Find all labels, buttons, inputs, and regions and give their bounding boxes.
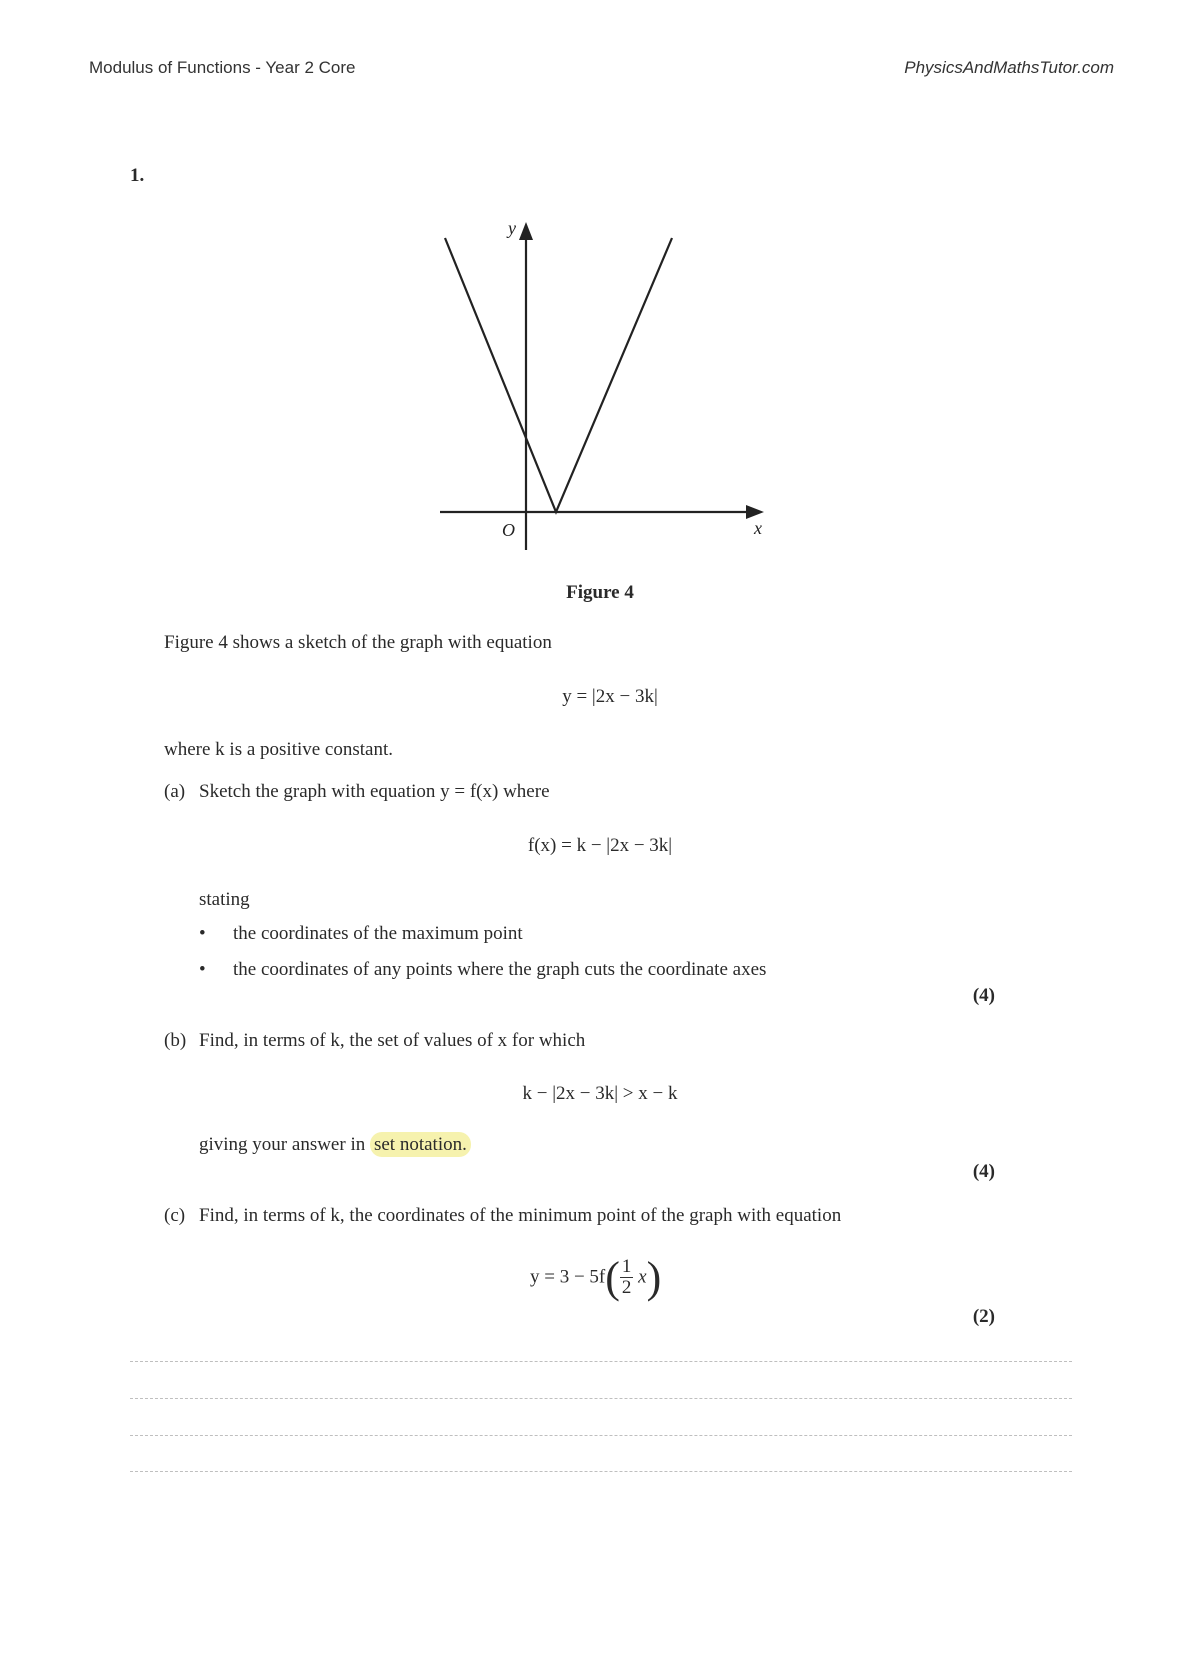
part-c-variable: x: [638, 1266, 647, 1288]
answer-line[interactable]: [130, 1435, 1072, 1436]
x-axis-arrow: [746, 505, 764, 519]
part-a-marks: (4): [972, 985, 995, 1006]
part-b-equation: k − |2x − 3k| > x − k: [522, 1083, 678, 1104]
answer-line[interactable]: [130, 1471, 1072, 1472]
answer-line[interactable]: [130, 1398, 1072, 1399]
fraction-denominator: 2: [621, 1277, 632, 1298]
main-equation: y = |2x − 3k|: [562, 686, 658, 707]
part-a-stating: stating: [199, 889, 250, 910]
part-a-text: Sketch the graph with equation y = f(x) where: [199, 781, 550, 802]
part-a-bullet-2: [199, 959, 766, 981]
part-c-label: (c): [164, 1205, 186, 1226]
part-c-eq-left: y = 3 − 5f: [530, 1266, 606, 1288]
fraction-numerator: 1: [621, 1256, 632, 1278]
bullet-dot: •: [199, 959, 206, 980]
y-axis-label: y: [508, 218, 516, 238]
bullet-text: the coordinates of any points where the graph cuts the coordinate axes: [233, 959, 767, 980]
answer-line[interactable]: [130, 1361, 1072, 1362]
figure-caption: Figure 4: [566, 582, 634, 603]
part-b-text: Find, in terms of k, the set of values of x for which: [199, 1030, 586, 1051]
origin-label: O: [502, 520, 515, 540]
part-c-prompt: [164, 1205, 841, 1227]
bullet-text: the coordinates of the maximum point: [233, 923, 523, 944]
part-c-marks: (2): [972, 1306, 995, 1327]
modulus-graph-line: [445, 238, 672, 512]
part-b-answer-format: [199, 1134, 471, 1156]
right-paren: ): [646, 1253, 662, 1302]
part-a-equation: f(x) = k − |2x − 3k|: [527, 835, 673, 856]
part-a-label: (a): [164, 781, 186, 802]
question-number: 1.: [130, 165, 145, 186]
part-b-label: (b): [164, 1030, 187, 1051]
where-text: where k is a positive constant.: [164, 739, 394, 760]
y-axis-arrow: [519, 222, 533, 240]
answer-format-prefix: giving your answer in: [199, 1134, 370, 1155]
left-paren: (: [605, 1253, 620, 1302]
figure-graph: [420, 210, 800, 560]
part-b-marks: (4): [972, 1161, 995, 1182]
bullet-dot: •: [199, 923, 206, 944]
part-b-prompt: [164, 1030, 585, 1052]
intro-text: Figure 4 shows a sketch of the graph with equation: [164, 632, 552, 653]
fraction-half: [620, 1257, 634, 1298]
part-a-bullet-1: [199, 923, 523, 945]
header-site: PhysicsAndMathsTutor.com: [904, 58, 1114, 77]
part-c-text: Find, in terms of k, the coordinates of the minimum point of the graph with equation: [199, 1205, 842, 1226]
x-axis-label: x: [754, 518, 762, 538]
header-title: Modulus of Functions - Year 2 Core: [89, 58, 356, 77]
part-a-prompt: [164, 781, 550, 803]
highlighted-set-notation: set notation.: [370, 1132, 471, 1157]
part-c-equation: [530, 1252, 661, 1303]
